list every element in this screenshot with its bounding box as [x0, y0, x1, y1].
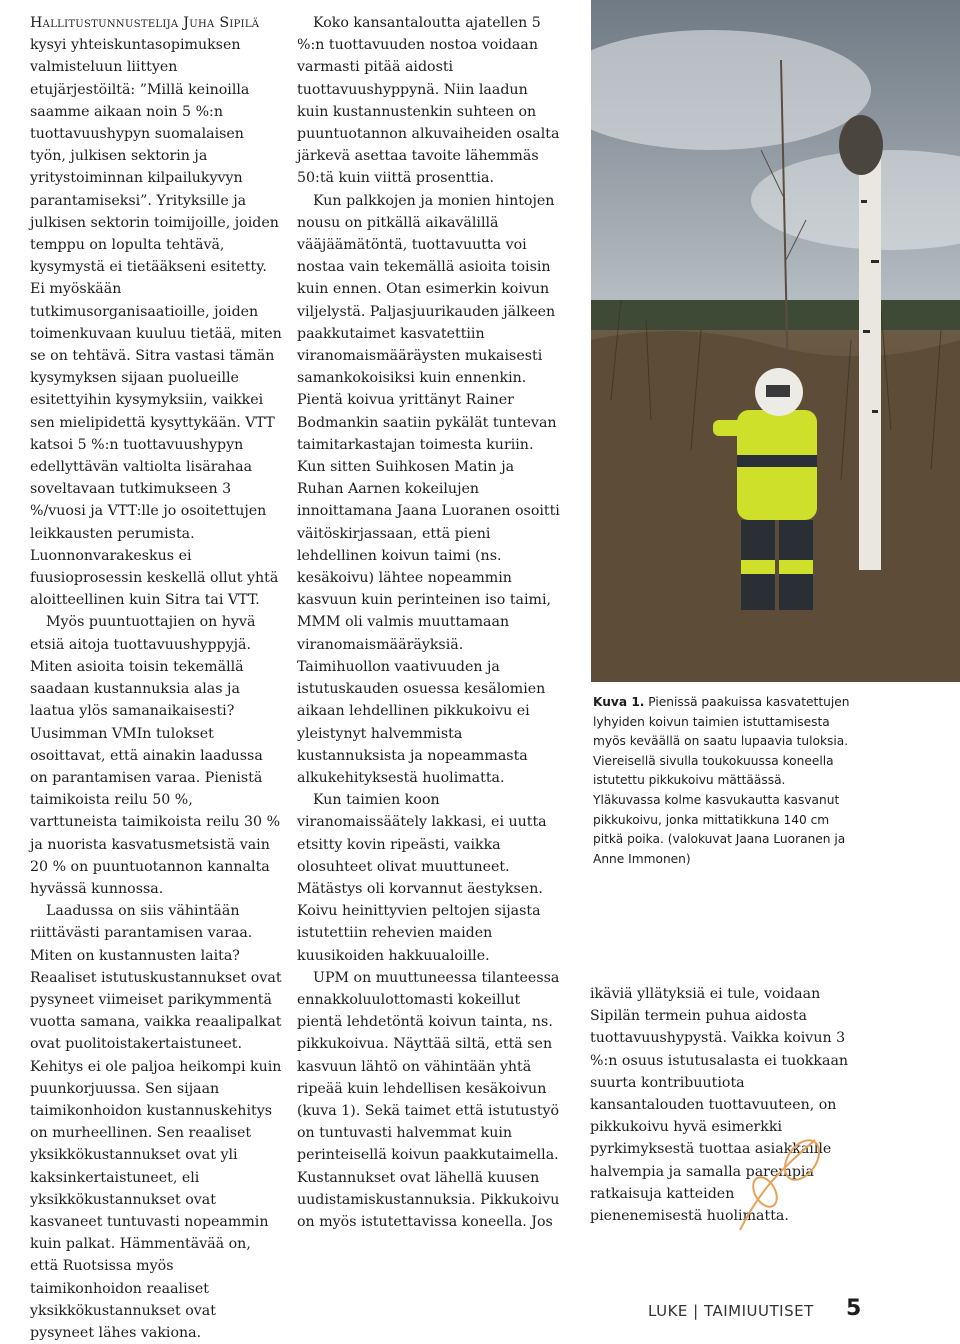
- photo-caption: [593, 693, 851, 869]
- photo-illustration: [591, 0, 960, 682]
- paragraph-3: Laadussa on siis vähintään riittävästi parantamisen varaa. Miten on kustannusten laita? Reaaliset istutuskustannukset ovat pysyneet viimeiset parikymmentä vuotta samana, vaikka reaalipalkat ovat puolitoistakertaistuneet. Kehitys ei ole paljoa heikompi kuin puunkorjuussa. Sen sijaan taimikonhoidon kustannuskehitys on murheellinen. Sen reaaliset yksikkökustannukset ovat yli kaksinkertaistuneet, eli yksikkökustannukset ovat kasvaneet tuntuvasti nopeammin kuin palkat. Hämmentävää on, että Ruotsissa myös taimikonhoidon reaaliset yksikkökustannukset ovat pysyneet lähes vakiona.: [30, 903, 282, 1341]
- footer-brand: LUKE | TAIMIUUTISET: [648, 1302, 814, 1320]
- paragraph-4: Koko kansantaloutta ajatellen 5 %:n tuottavuuden nostoa voidaan varmasti pitää aidosti tuottavuushyppynä. Niin laadun kuin kustannustenkin suhteen on puuntuotannon alkuvaiheiden osalta järkevä asettaa tavoite lähemmäs 50:tä kuin viittä prosenttia.: [297, 15, 560, 187]
- paragraph-6: Kun taimien koon viranomaissäätely lakkasi, ei uutta etsitty kovin ripeästi, vaikka olosuhteet olivat muuttuneet. Mätästys oli korvannut äestyksen. Koivu heinittyvien peltojen sijasta istutettiin rehevien maiden kuusikoiden hakkuualoille.: [297, 792, 547, 964]
- article-column-2: [297, 12, 560, 1233]
- caption-label: Kuva 1.: [593, 695, 645, 709]
- caption-text: Pienissä paakuissa kasvatettujen lyhyiden koivun taimien istuttamisesta myös keväällä on saatu lupaavia tuloksia. Viereisellä sivulla toukokuussa koneella istutettu pikkukoivu mättäässä. Yläkuvassa kolme kasvukautta kasvanut pikkukoivu, jonka mittatikkuna 140 cm pitkä poika. (valokuvat Jaana Luoranen ja Anne Immonen): [593, 695, 850, 866]
- article-column-1: [30, 12, 282, 1344]
- birch-seedling-photo: [591, 0, 960, 682]
- page-footer: [620, 1296, 870, 1322]
- paragraph-8: ikäviä yllätyksiä ei tule, voidaan Sipilän termein puhua aidosta tuottavuushypystä. Vaikka koivun 3 %:n osuus istutusalasta ei tuokkaan suurta kontribuutiota kansantalouden tuottavuuteen, on pikkukoivu hyvä esimerkki pyrkimyksestä tuottaa asiakkaille halvempia ja samalla parempia ratkaisuja katteiden pienenemisestä huolimatta.: [590, 986, 849, 1225]
- paragraph-1: Hallitustunnustelija Juha Sipilä kysyi yhteiskuntasopimuksen valmisteluun liittyen etujärjestöiltä: ”Millä keinoilla saamme aikaan noin 5 %:n tuottavuushypyn suomalaisen työn, julkisen sektorin ja yritystoiminnan kilpailukyvyn parantamiseksi”. Yrityksille ja julkisen sektorin toimijoille, joiden temppu on lopulta tehtävä, kysymystä ei tietääkseni esitetty. Ei myöskään tutkimusorganisaatioille, joiden toimenkuvaan kuuluu tietää, miten se on tehtävä. Sitra vastasi tämän kysymyksen sijaan puolueille esitettyihin kysymyksiin, vaikkei sen mielipidettä kysyttykään. VTT katsoi 5 %:n tuottavuushypyn edellyttävän valtiolta lisärahaa soveltavaan tutkimukseen 3 %/vuosi ja VTT:lle jo osoitettujen leikkausten perumista. Luonnonvarakeskus ei fuusioprosessin keskellä ollut yhtä aloitteellinen kuin Sitra tai VTT.: [30, 15, 282, 609]
- paragraph-7: UPM on muuttuneessa tilanteessa ennakkoluulottomasti kokeillut pientä lehdetöntä koivun tainta, ns. pikkukoivua. Näyttää siltä, että sen kasvuun lähtö on vähintään yhtä ripeää kuin lehdellisen kesäkoivun (kuva 1). Sekä taimet että istutustyö on tuntuvasti halvemmat kuin perinteisellä koivun paakkutaimella. Kustannukset ovat lähellä kuusen uudistamiskustannuksia. Pikkukoivu on myös istutettavissa koneella. Jos: [297, 969, 560, 1230]
- decorative-leaf-icon: [720, 1130, 830, 1240]
- paragraph-2: Myös puuntuottajien on hyvä etsiä aitoja tuottavuushyppyjä. Miten asioita toisin tekemällä saadaan kustannuksia alas ja laatua ylös samanaikaisesti? Uusimman VMIn tulokset osoittavat, että ainakin laadussa on parantamisen varaa. Pienistä taimikoista reilu 50 %, varttuneista taimikoista reilu 30 % ja nuorista kasvatusmetsistä vain 20 % on puuntuotannon kannalta hyvässä kunnossa.: [30, 614, 281, 897]
- lead-in: Hallitustunnustelija Juha Sipilä: [30, 15, 260, 31]
- paragraph-5: Kun palkkojen ja monien hintojen nousu on pitkällä aikavälillä vääjäämätöntä, tuottavuutta voi nostaa vain tekemällä asioita toisin kuin ennen. Otan esimerkin koivun viljelystä. Paljasjuurikauden jälkeen paakkutaimet kasvatettiin viranomaismääräysten mukaisesti samankokoisiksi kuin ennenkin. Pientä koivua yrittänyt Rainer Bodmankin saatiin pykälät tuntevan taimitarkastajan toimesta kuriin. Kun sitten Suihkosen Matin ja Ruhan Aarnen kokeilujen innoittamana Jaana Luoranen osoitti väitöskirjassaan, että pieni lehdellinen koivun taimi (ns. kesäkoivu) lähtee nopeammin kasvuun kuin perinteinen iso taimi, MMM oli valmis muuttamaan viranomaismääräyksiä. Taimihuollon vaativuuden ja istutuskauden osuessa kesälomien aikaan lehdellinen pikkukoivu ei yleistynyt halvemmista kustannuksista ja nopeammasta alkukehityksestä huolimatta.: [297, 192, 560, 786]
- page-number: 5: [846, 1296, 862, 1321]
